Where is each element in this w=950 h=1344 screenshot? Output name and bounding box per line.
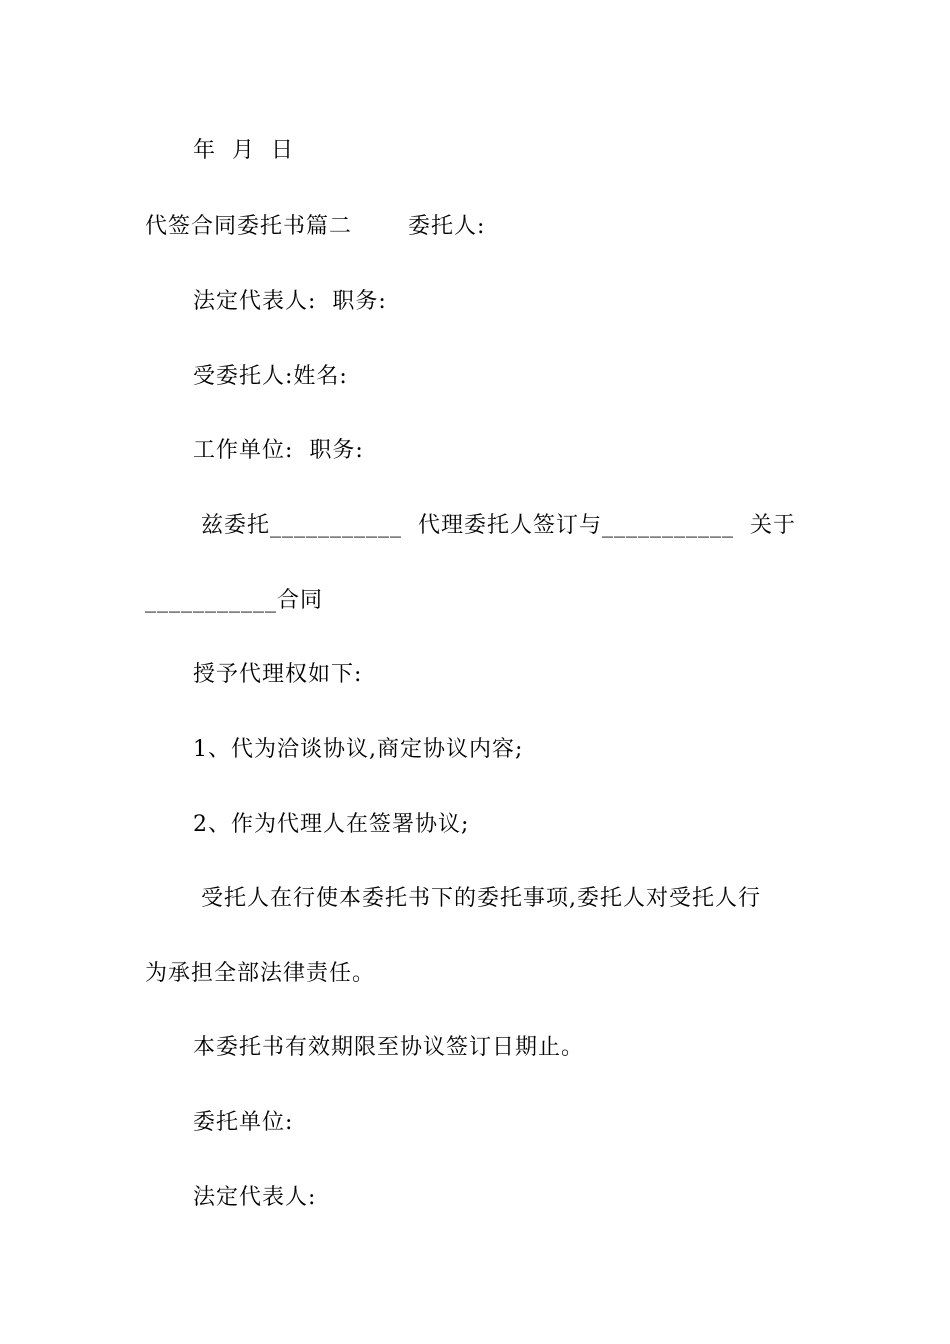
legal-rep-line: 法定代表人: 职务:	[193, 289, 387, 314]
validity-line: 本委托书有效期限至协议签订日期止。	[193, 1035, 585, 1060]
liability-line-1: 受托人在行使本委托书下的委托事项,委托人对受托人行	[193, 886, 761, 911]
section-title-line: 代签合同委托书篇二 委托人:	[145, 214, 486, 239]
date-line: 年 月 日	[193, 138, 294, 163]
authority-item-2: 2、作为代理人在签署协议;	[193, 812, 470, 837]
authority-item-1: 1、代为洽谈协议,商定协议内容;	[193, 737, 524, 762]
entrust-line: 兹委托___________ 代理委托人签订与___________ 关于	[193, 513, 796, 538]
work-unit-line: 工作单位: 职务:	[193, 438, 364, 463]
entrusting-unit-line: 委托单位:	[193, 1110, 294, 1135]
contract-line: ___________合同	[145, 588, 324, 613]
liability-line-2: 为承担全部法律责任。	[145, 961, 376, 986]
agent-name-line: 受委托人:姓名:	[193, 364, 348, 389]
authority-heading: 授予代理权如下:	[193, 662, 363, 687]
legal-rep-signature-line: 法定代表人:	[193, 1185, 317, 1210]
